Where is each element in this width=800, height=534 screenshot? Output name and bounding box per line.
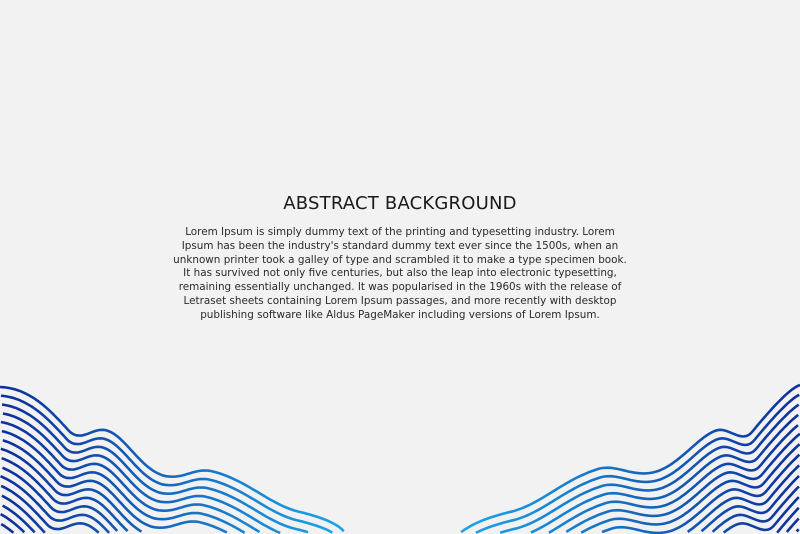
wave-line — [500, 405, 799, 533]
page-title: ABSTRACT BACKGROUND — [283, 193, 517, 214]
wave-line — [1, 524, 13, 533]
body-paragraph: Lorem Ipsum is simply dummy text of the printing and typesetting industry. Lorem Ipsum has been the industry's standard dummy text ever since the 1500s, when an unknown printer took a galley of type and scrambled it to make a type specimen book. It has survived not only five centuries, but also the leap into electronic typesetting, remaining essentially unchanged. It was popularised in the 1960s with the release of Letraset sheets containing Lorem Ipsum passages, and more recently with desktop publishing software like Aldus PageMaker including versions of Lorem Ipsum. — [173, 226, 627, 321]
right-wave-lines — [461, 385, 800, 533]
wave-line — [1, 514, 25, 532]
wave-line — [476, 395, 799, 533]
left-wave-lines — [0, 387, 344, 533]
wave-line — [549, 425, 798, 533]
wave-line — [797, 529, 799, 531]
